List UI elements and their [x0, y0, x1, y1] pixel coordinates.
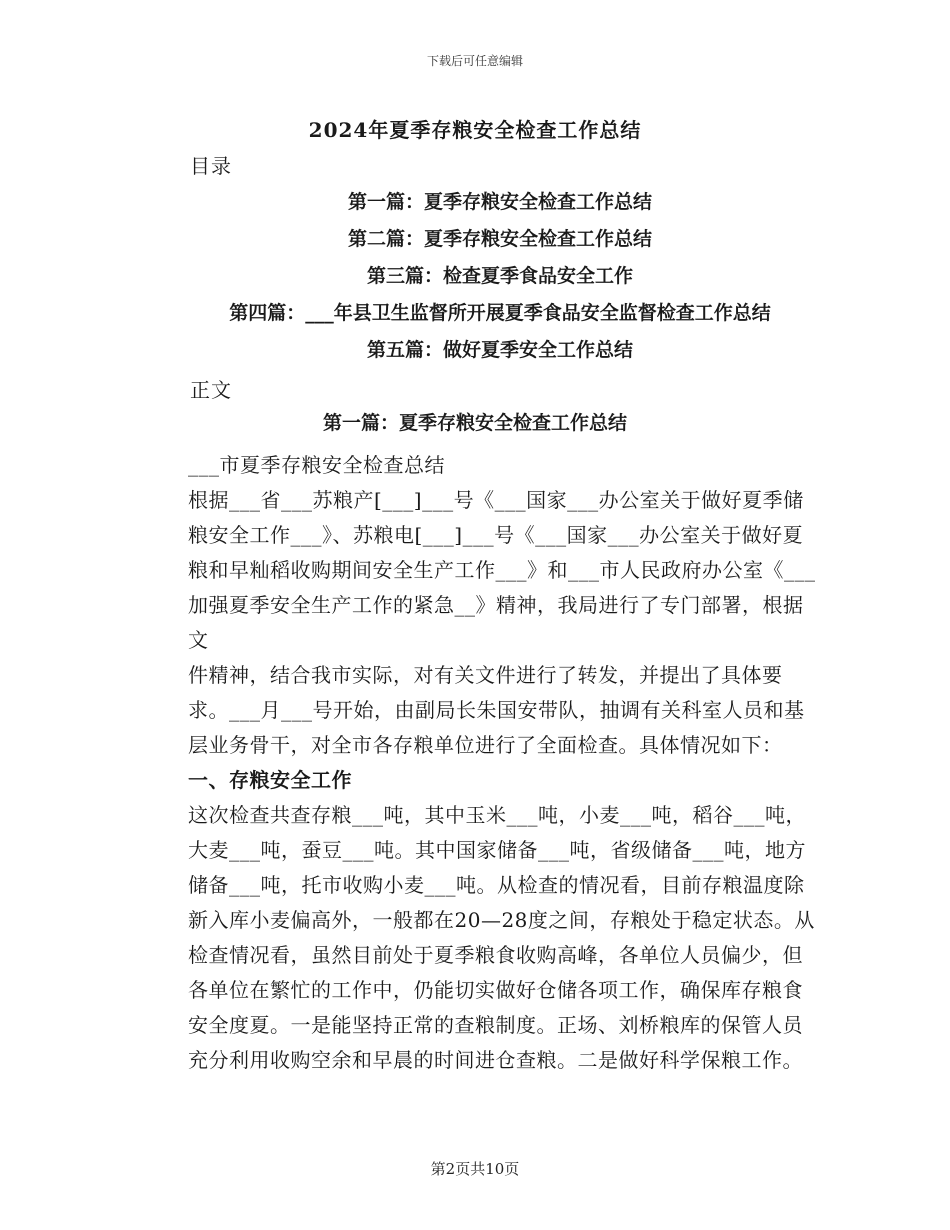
toc-item-4[interactable]: 第四篇：___年县卫生监督所开展夏季食品安全监督检查工作总结 — [229, 302, 771, 324]
toc-item-2[interactable]: 第二篇：夏季存粮安全检查工作总结 — [347, 228, 652, 250]
page-header-note: 下载后可任意编辑 — [426, 54, 523, 68]
paragraph-inspection: 件精神，结合我市实际，对有关文件进行了转发，并提出了具体要求。___月___号开始，由副局长朱国安带队，抽调有关科室人员和基层业务骨干，对全市各存粮单位进行了全面检查。具体情况如下： — [188, 663, 805, 757]
body-label: 正文 — [190, 378, 232, 402]
subheading-storage-safety: 一、存粮安全工作 — [188, 768, 352, 792]
section-title: 第一篇：夏季存粮安全检查工作总结 — [322, 412, 627, 434]
page-number: 第2页共10页 — [430, 1160, 520, 1178]
toc-label: 目录 — [190, 154, 232, 178]
document-body — [142, 448, 822, 1078]
paragraph-storage-details: 这次检查共查存粮___吨，其中玉米___吨，小麦___吨，稻谷___吨，大麦___吨，蚕豆___吨。其中国家储备___吨，省级储备___吨，地方储备___吨，托市收购小麦___吨。从检查的情况看，目前存粮温度除新入库小麦偏高外，一般都在20—28度之间，存粮处于稳定状态。从检查情况看，虽然目前处于夏季粮食收购高峰，各单位人员偏少，但各单位在繁忙的工作中，仍能切实做好仓储各项工作，确保库存粮食安全度夏。一是能坚持正常的查粮制度。正场、刘桥粮库的保管人员充分利用收购空余和早晨的时间进仓查粮。二是做好科学保粮工作。 — [188, 803, 815, 1072]
table-of-contents — [140, 184, 860, 369]
paragraph-subtitle: ___市夏季存粮安全检查总结 — [188, 453, 445, 477]
toc-item-1[interactable]: 第一篇：夏季存粮安全检查工作总结 — [347, 191, 652, 213]
toc-item-3[interactable]: 第三篇：检查夏季食品安全工作 — [366, 265, 633, 287]
paragraph-basis: 根据___省___苏粮产[___]___号《___国家___办公室关于做好夏季储粮安全工作___》、苏粮电[___]___号《___国家___办公室关于做好夏粮和早籼稻收购期间安全生产工作___》和___市人民政府办公室《___加强夏季安全生产工作的紧急__》精神，我局进行了专门部署，根据文 — [188, 488, 816, 652]
toc-item-5[interactable]: 第五篇：做好夏季安全工作总结 — [366, 339, 633, 361]
document-title: 2024年夏季存粮安全检查工作总结 — [308, 118, 642, 142]
